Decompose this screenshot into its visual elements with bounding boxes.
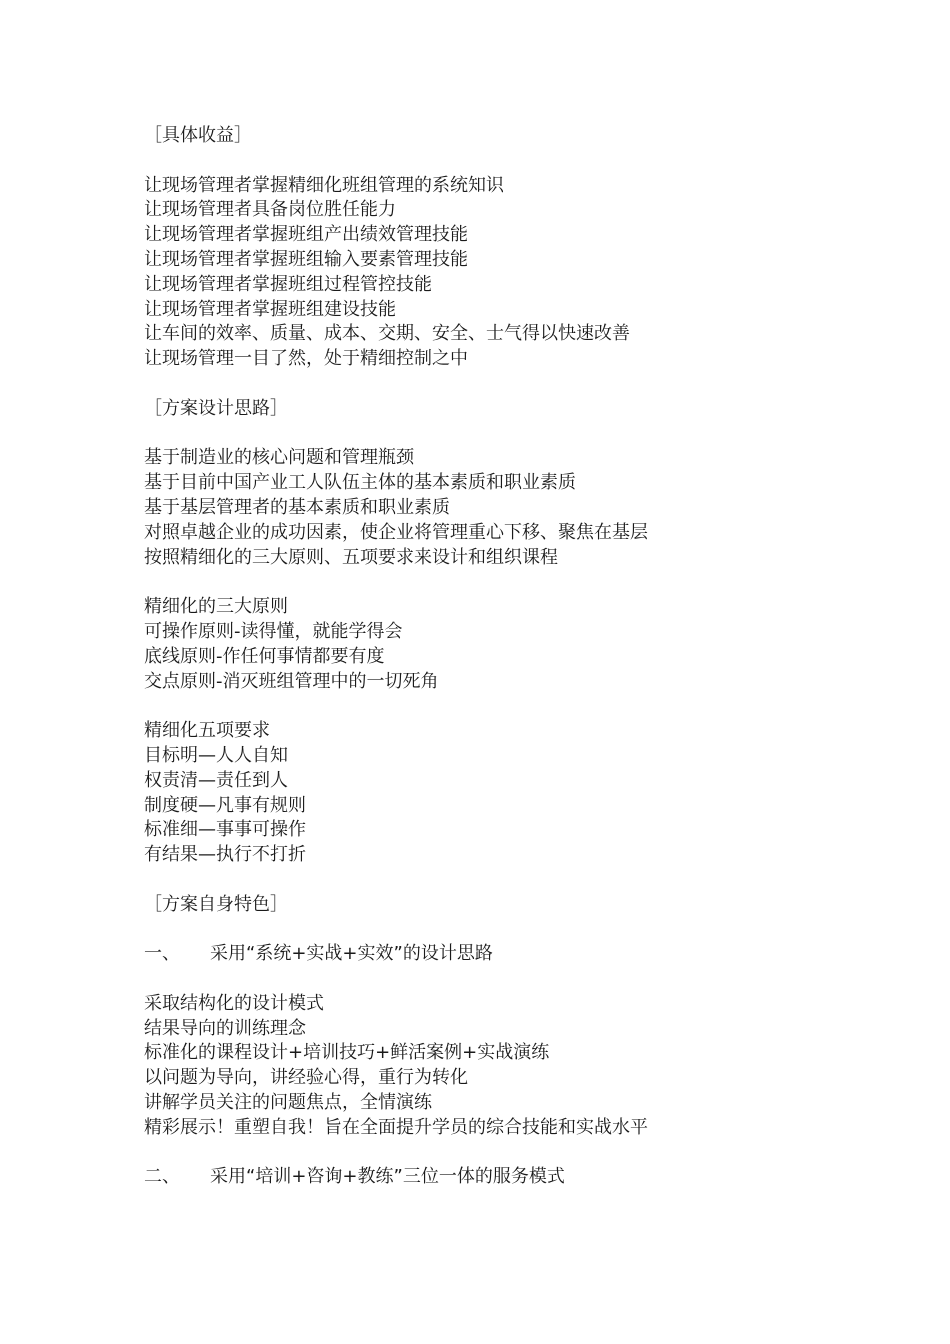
item-title: 采用“系统+实战+实效”的设计思路 [210,943,493,965]
item-number: 一、 [144,943,180,965]
item-title: 采用“培训+咨询+教练”三位一体的服务模式 [210,1166,565,1188]
benefit-line: 让现场管理者掌握班组建设技能 [144,298,396,320]
principle-line: 交点原则-消灭班组管理中的一切死角 [144,670,439,692]
principle-line: 底线原则-作任何事情都要有度 [144,645,385,667]
requirement-line: 标准细—事事可操作 [144,819,306,841]
feature-line: 结果导向的训练理念 [144,1017,306,1039]
section-heading-design-approach: ［方案设计思路］ [144,397,288,419]
benefit-line: 让现场管理者掌握精细化班组管理的系统知识 [144,174,504,196]
blank-line [144,694,844,719]
blank-line [144,372,844,397]
basis-line: 基于基层管理者的基本素质和职业素质 [144,496,450,518]
benefit-line: 让车间的效率、质量、成本、交期、安全、士气得以快速改善 [144,323,630,345]
section-heading-benefits: ［具体收益］ [144,125,252,146]
principles-title: 精细化的三大原则 [144,596,288,618]
blank-line [144,1141,844,1166]
requirement-line: 制度硬—凡事有规则 [144,794,306,816]
benefit-line: 让现场管理者掌握班组产出绩效管理技能 [144,224,468,246]
benefit-line: 让现场管理者掌握班组输入要素管理技能 [144,248,468,270]
blank-line [144,570,844,595]
blank-line [144,149,844,174]
feature-line: 讲解学员关注的问题焦点，全情演练 [144,1092,432,1114]
blank-line [144,868,844,893]
numbered-heading [144,1165,844,1190]
numbered-heading [144,942,844,967]
requirements-title: 精细化五项要求 [144,720,270,742]
feature-line: 标准化的课程设计+培训技巧+鲜活案例+实战演练 [144,1042,550,1064]
basis-line: 对照卓越企业的成功因素，使企业将管理重心下移、聚焦在基层 [144,521,648,543]
basis-line: 基于制造业的核心问题和管理瓶颈 [144,447,414,469]
requirement-line: 目标明—人人自知 [144,744,288,766]
basis-line: 基于目前中国产业工人队伍主体的基本素质和职业素质 [144,472,576,494]
feature-line: 采取结构化的设计模式 [144,992,324,1014]
blank-line [144,422,844,447]
item-number: 二、 [144,1166,180,1188]
feature-line: 以问题为导向，讲经验心得，重行为转化 [144,1067,468,1089]
section-heading-features: ［方案自身特色］ [144,893,288,915]
principle-line: 可操作原则-读得懂，就能学得会 [144,620,403,642]
blank-line [144,967,844,992]
blank-line [144,918,844,943]
requirement-line: 有结果—执行不打折 [144,844,306,866]
document-page [144,124,844,1190]
benefit-line: 让现场管理者掌握班组过程管控技能 [144,273,432,295]
requirement-line: 权责清—责任到人 [144,769,288,791]
benefit-line: 让现场管理者具备岗位胜任能力 [144,199,396,221]
benefit-line: 让现场管理一目了然，处于精细控制之中 [144,348,468,370]
feature-line: 精彩展示！重塑自我！旨在全面提升学员的综合技能和实战水平 [144,1116,648,1138]
basis-line: 按照精细化的三大原则、五项要求来设计和组织课程 [144,546,558,568]
